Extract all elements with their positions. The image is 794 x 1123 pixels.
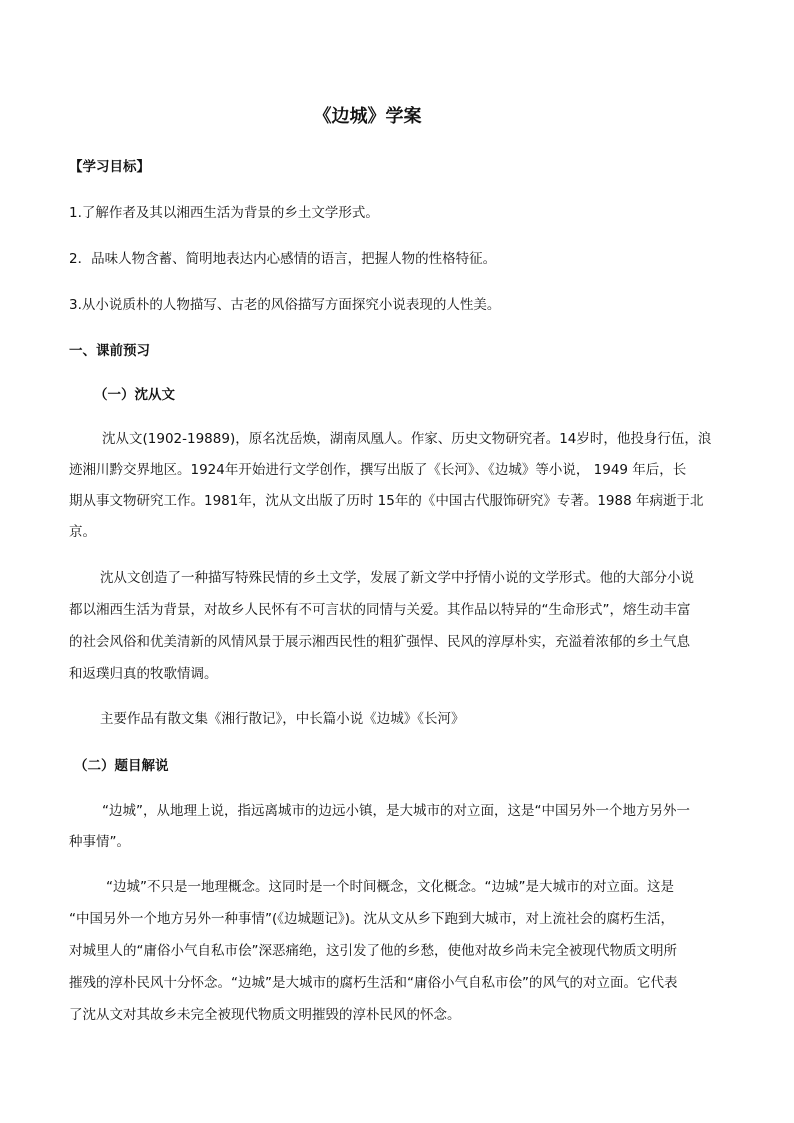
document-title: 《边城》学案	[313, 106, 422, 127]
author-paragraph-line-4: 京。	[69, 524, 96, 540]
objective-item-3: 3.从小说质朴的人物描写、古老的风俗描写方面探究小说表现的人性美。	[69, 297, 501, 313]
style-paragraph-line-3: 的社会风俗和优美清新的风情风景于展示湘西民性的粗犷强悍、民风的淳厚朴实，充溢着浓郁的乡土气息	[69, 634, 690, 650]
style-paragraph-line-2: 都以湘西生活为背景，对故乡人民怀有不可言状的同情与关爱。其作品以特异的“生命形式”，熔生动丰富	[69, 602, 691, 618]
objectives-heading: 【学习目标】	[69, 159, 150, 175]
works-paragraph: 主要作品有散文集《湘行散记》，中长篇小说《边城》《长河》	[100, 711, 465, 727]
preview-heading: 一、课前预习	[69, 343, 150, 359]
objective-item-1: 1.了解作者及其以湘西生活为背景的乡土文学形式。	[69, 205, 379, 221]
author-paragraph-line-3: 期从事文物研究工作。1981年，沈从文出版了历时 15年的《中国古代服饰研究》专著。1988 年病逝于北	[69, 493, 704, 509]
author-paragraph-line-1: 沈从文(1902-19889)，原名沈岳焕，湖南凤凰人。作家、历史文物研究者。14岁时，他投身行伍，浪	[102, 431, 712, 447]
section-heading-title: （二）题目解说	[74, 758, 169, 774]
concept-paragraph-line-4: 摧残的淳朴民风十分怀念。“边城”是大城市的腐朽生活和“庸俗小气自私市侩”的风气的对立面。它代表	[69, 975, 678, 991]
concept-paragraph-line-5: 了沈从文对其故乡未完全被现代物质文明摧毁的淳朴民风的怀念。	[69, 1007, 461, 1023]
style-paragraph-line-1: 沈从文创造了一种描写特殊民情的乡土文学，发展了新文学中抒情小说的文学形式。他的大部分小说	[100, 570, 694, 586]
style-paragraph-line-4: 和返璞归真的牧歌情调。	[69, 666, 218, 682]
section-heading-author: （一）沈从文	[94, 387, 175, 403]
title-explanation-line-2: 种事情”。	[69, 834, 130, 850]
title-explanation-line-1: “边城”，从地理上说，指远离城市的边远小镇，是大城市的对立面，这是“中国另外一个地方另外一	[102, 803, 690, 819]
objective-item-2: 2．品味人物含蓄、简明地表达内心感情的语言，把握人物的性格特征。	[69, 251, 497, 267]
author-paragraph-line-2: 迹湘川黔交界地区。1924年开始进行文学创作，撰写出版了《长河》、《边城》等小说， 1949 年后，长	[69, 462, 687, 478]
concept-paragraph-line-2: “中国另外一个地方另外一种事情”(《边城题记》)。沈从文从乡下跑到大城市，对上流社会的腐朽生活，	[69, 911, 675, 927]
concept-paragraph-line-3: 对城里人的“庸俗小气自私市侩”深恶痛绝，这引发了他的乡愁，使他对故乡尚未完全被现代物质文明所	[69, 943, 677, 959]
concept-paragraph-line-1: “边城”不只是一地理概念。这同时是一个时间概念，文化概念。“边城”是大城市的对立面。这是	[106, 879, 674, 895]
